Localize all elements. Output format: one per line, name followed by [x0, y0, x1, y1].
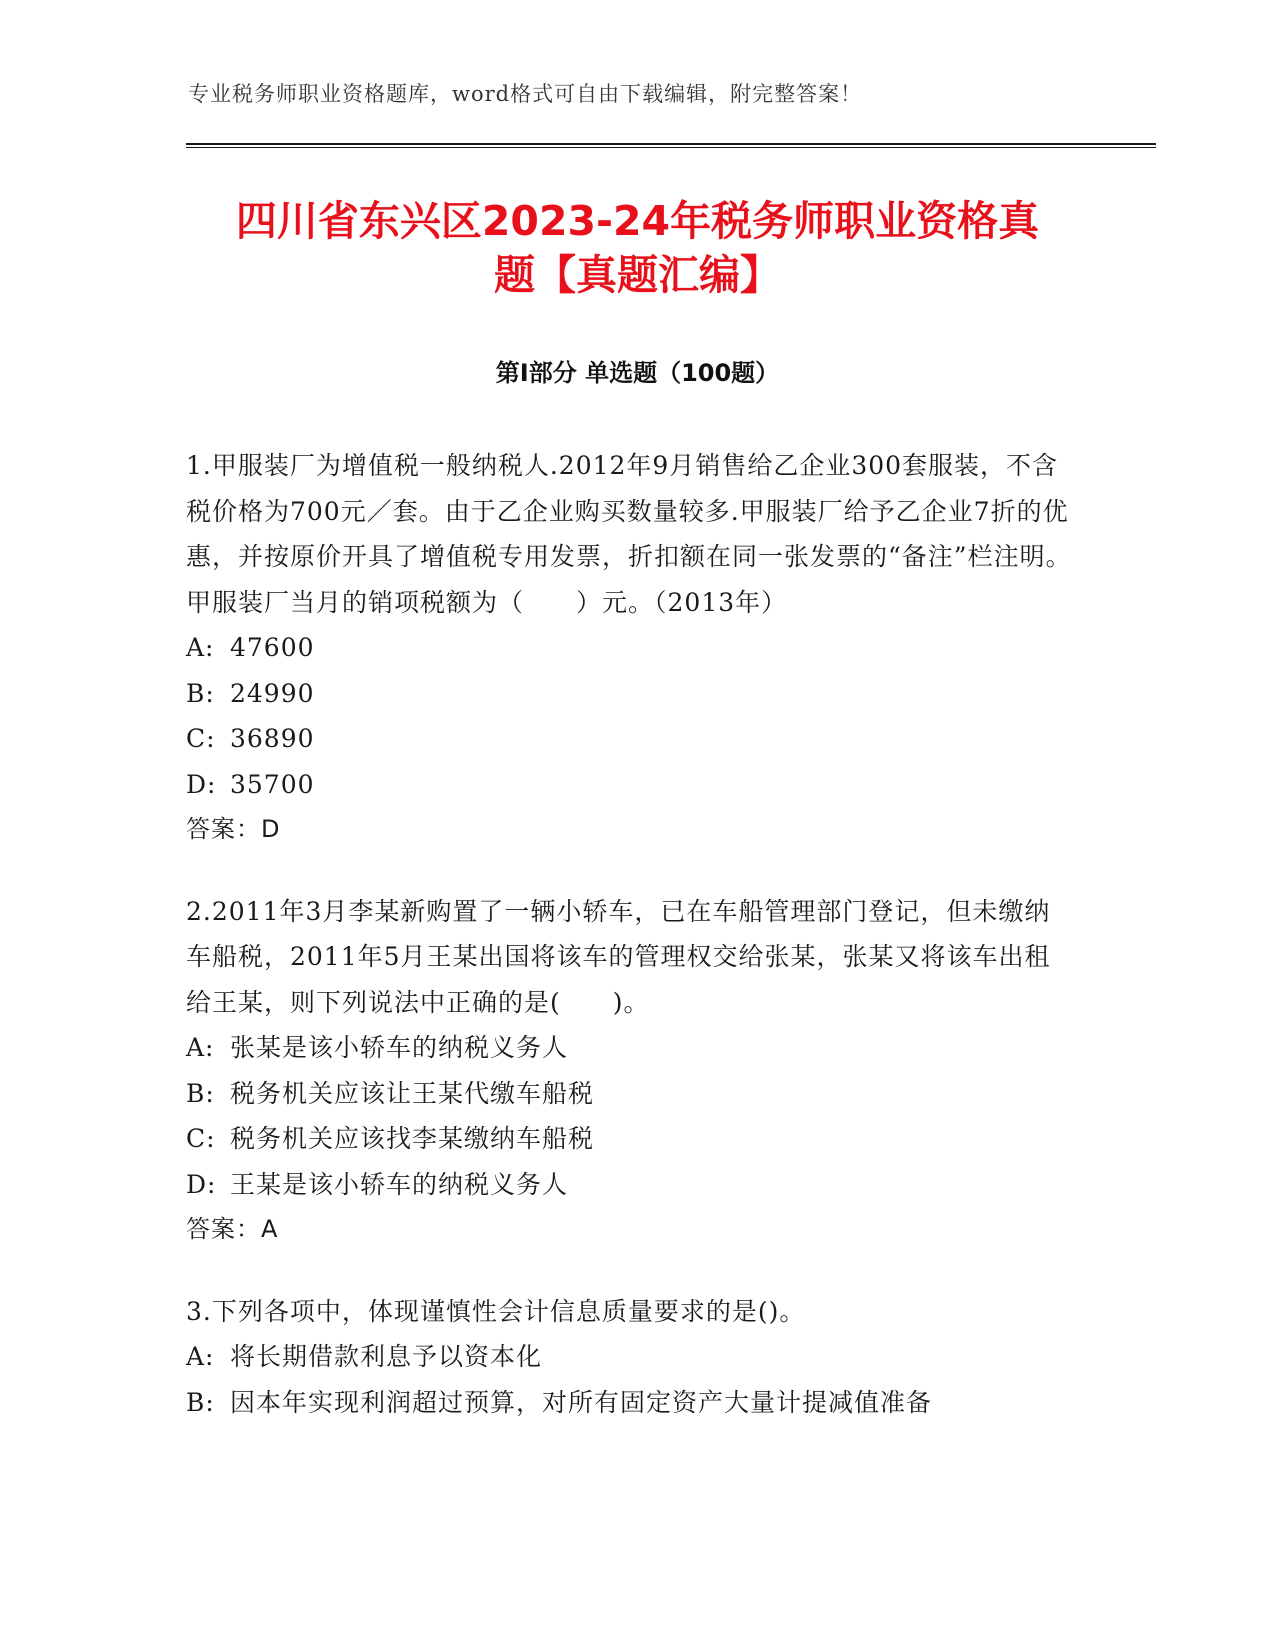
option-text: 王某是该小轿车的纳税义务人 [230, 1169, 569, 1199]
document-title [160, 194, 1115, 302]
option-a [186, 625, 1076, 671]
question-1 [186, 443, 1076, 853]
question-list [186, 443, 1076, 1461]
question-stem: 2.2011年3月李某新购置了一辆小轿车，已在车船管理部门登记，但未缴纳车船税，2011年5月王某出国将该车的管理权交给张某，张某又将该车出租给王某，则下列说法中正确的是( )。 [186, 896, 1051, 1017]
option-label: B: [186, 678, 215, 708]
option-b [186, 671, 1076, 717]
option-label: D: [186, 769, 217, 799]
option-c [186, 716, 1076, 762]
option-label: A: [186, 633, 215, 662]
option-text: 税务机关应该让王某代缴车船税 [230, 1078, 595, 1108]
option-d [186, 1162, 1076, 1208]
option-d [186, 762, 1076, 808]
question-2 [186, 889, 1076, 1253]
answer: 答案：D [186, 815, 281, 843]
answer: 答案：A [186, 1215, 279, 1243]
option-text: 税务机关应该找李某缴纳车船税 [230, 1124, 595, 1153]
option-text: 35700 [230, 769, 315, 799]
option-label: A: [186, 1342, 215, 1371]
question-stem: 3.下列各项中，体现谨慎性会计信息质量要求的是()。 [186, 1296, 806, 1326]
document-title-line-1: 四川省东兴区2023-24年税务师职业资格真 [235, 197, 1040, 245]
document-title-line-2: 题【真题汇编】 [494, 251, 781, 299]
option-a [186, 1334, 1076, 1380]
option-label: C: [186, 1124, 216, 1153]
option-text: 47600 [230, 633, 315, 662]
option-text: 张某是该小轿车的纳税义务人 [230, 1033, 569, 1062]
option-label: D: [186, 1169, 217, 1199]
option-text: 36890 [230, 724, 315, 753]
option-text: 将长期借款利息予以资本化 [230, 1342, 543, 1371]
question-stem: 1.甲服装厂为增值税一般纳税人.2012年9月销售给乙企业300套服装，不含税价格为700元／套。由于乙企业购买数量较多.甲服装厂给予乙企业7折的优惠，并按原价开具了增值税专用发票，折扣额在同一张发票的“备注”栏注明。甲服装厂当月的销项税额为（ ）元。（2013年） [186, 451, 1072, 617]
option-label: B: [186, 1387, 215, 1417]
option-label: A: [186, 1033, 215, 1062]
option-c [186, 1116, 1076, 1162]
question-3 [186, 1289, 1076, 1426]
option-a [186, 1025, 1076, 1071]
option-b [186, 1071, 1076, 1117]
option-label: B: [186, 1078, 215, 1108]
page-header: 专业税务师职业资格题库，word格式可自由下载编辑，附完整答案！ [188, 82, 863, 106]
header-rule [186, 143, 1156, 148]
section-title: 第Ⅰ部分 单选题（100题） [495, 359, 780, 387]
option-b [186, 1380, 1076, 1426]
option-text: 24990 [230, 678, 315, 708]
option-text: 因本年实现利润超过预算，对所有固定资产大量计提减值准备 [230, 1387, 933, 1417]
option-label: C: [186, 724, 216, 753]
